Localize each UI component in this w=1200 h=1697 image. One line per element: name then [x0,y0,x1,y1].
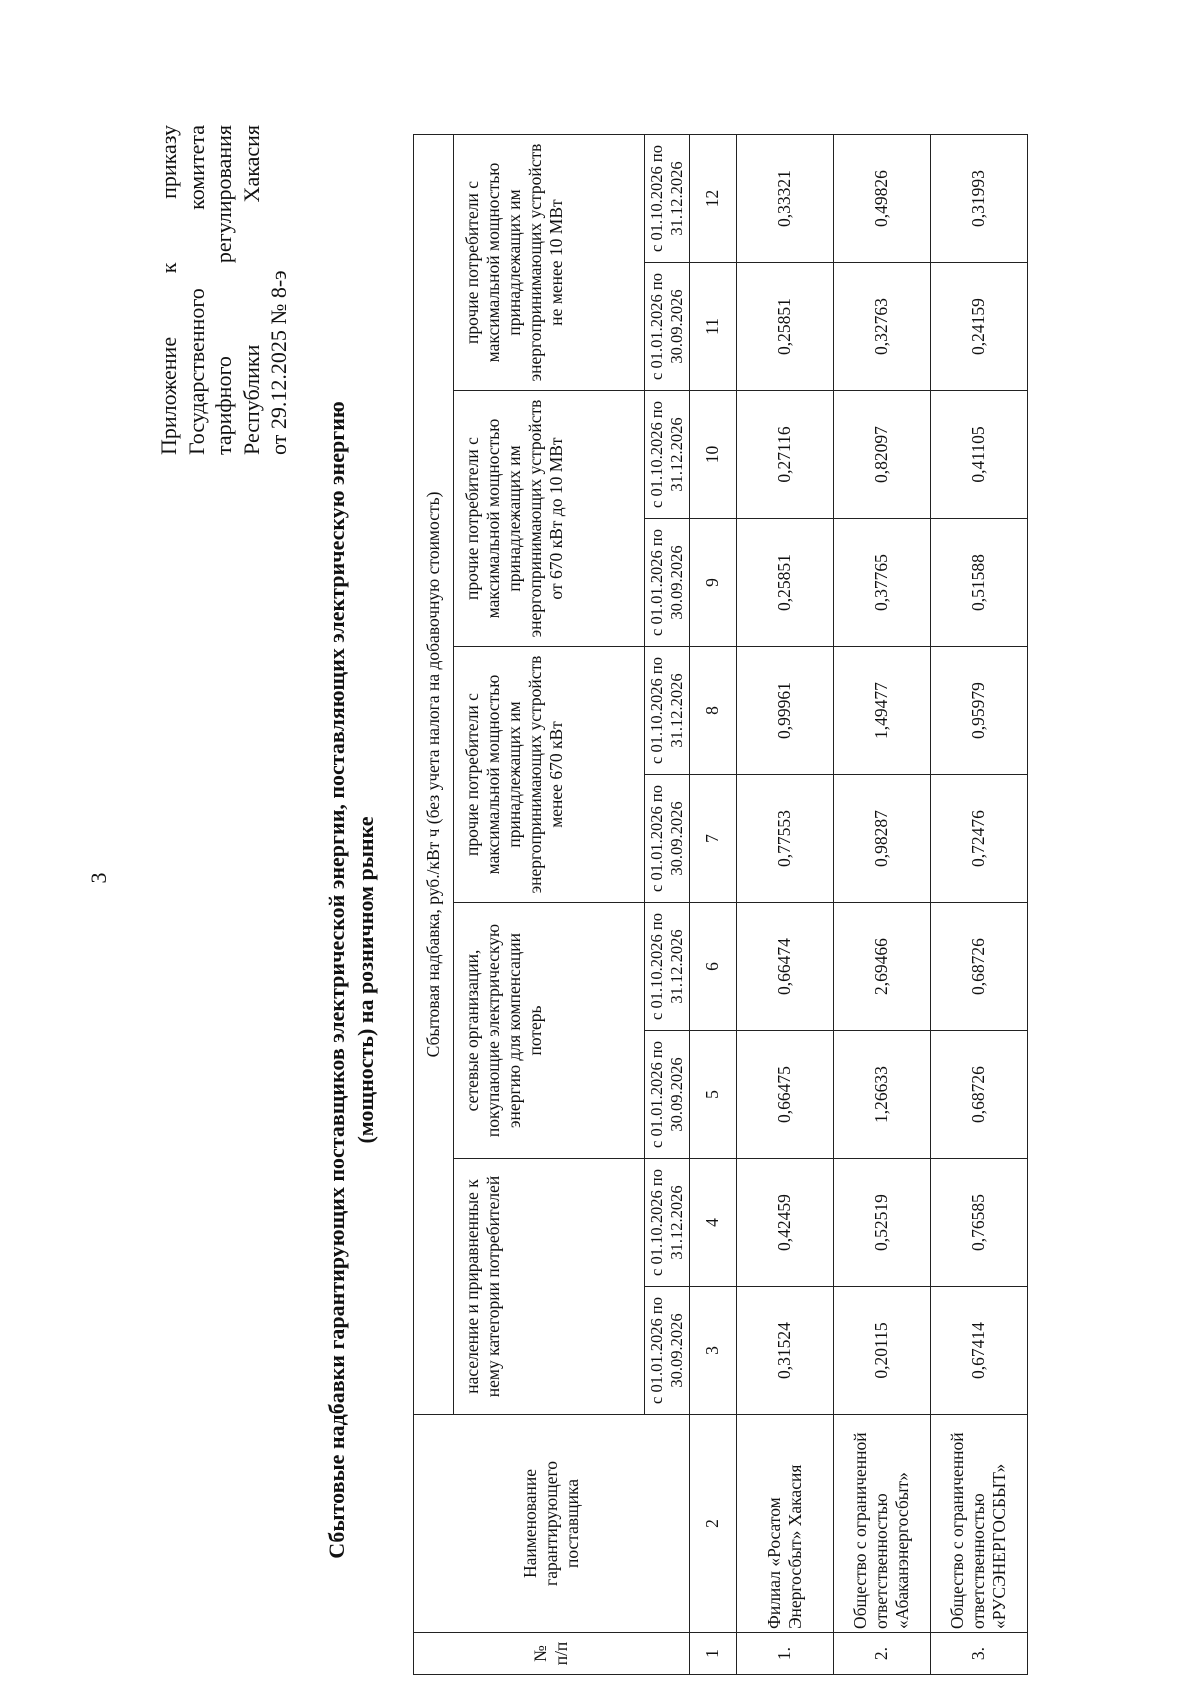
column-number: 10 [689,391,736,519]
column-number: 7 [689,775,736,903]
header-category-under-670kw: прочие потребители с максимальной мощностью принадлежащих им энергопринимающих устройств менее 670 кВт [454,647,645,903]
table-row [736,134,833,1674]
appendix-line-2: Государственного комитета [183,125,209,455]
appendix-header [155,125,293,455]
header-period: с 01.01.2026 по 30.09.2026 [645,1287,690,1415]
table-row [833,134,930,1674]
table-cell: 0,76585 [930,1159,1027,1287]
header-group: Сбытовая надбавка, руб./кВт ч (без учета налога на добавочную стоимость) [414,134,454,1414]
header-category-over-10mw: прочие потребители с максимальной мощностью принадлежащих им энергопринимающих устройств не менее 10 МВт [454,134,645,390]
table-cell: 0,82097 [833,391,930,519]
header-period: с 01.10.2026 по 31.12.2026 [645,391,690,519]
header-category-grid-orgs: сетевые организации, покупающие электрическую энергию для компенсации потерь [454,903,645,1159]
column-number: 8 [689,647,736,775]
table-cell: 0,51588 [930,519,1027,647]
column-number: 12 [689,134,736,262]
table-cell: 2,69466 [833,903,930,1031]
column-number: 11 [689,263,736,391]
header-period: с 01.10.2026 по 31.12.2026 [645,903,690,1031]
tariff-table [413,134,1028,1675]
column-number: 1 [689,1633,736,1675]
appendix-line-3: тарифного регулирования [211,125,236,455]
supplier-name: Общество с ограниченной ответственностью «Абаканэнергосбыт» [833,1415,930,1633]
table-cell: 0,41105 [930,391,1027,519]
table-cell: 0,77553 [736,775,833,903]
row-number: 2. [833,1633,930,1675]
column-number: 5 [689,1031,736,1159]
title-line-2: (мощность) на розничном рынке [352,816,378,1144]
table-cell: 0,99961 [736,647,833,775]
row-number: 1. [736,1633,833,1675]
table-cell: 0,66474 [736,903,833,1031]
table-cell: 0,72476 [930,775,1027,903]
column-number: 9 [689,519,736,647]
table-cell: 0,25851 [736,263,833,391]
header-period: с 01.10.2026 по 31.12.2026 [645,134,690,262]
table-cell: 0,68726 [930,903,1027,1031]
table-cell: 0,98287 [833,775,930,903]
header-period: с 01.01.2026 по 30.09.2026 [645,519,690,647]
table-cell: 0,25851 [736,519,833,647]
page-number: 3 [86,872,111,884]
column-number: 3 [689,1287,736,1415]
header-period: с 01.10.2026 по 31.12.2026 [645,1159,690,1287]
header-number: № п/п [414,1633,690,1675]
table-cell: 0,31524 [736,1287,833,1415]
appendix-line-4: Республики Хакасия [238,125,264,455]
table-cell: 1,26633 [833,1031,930,1159]
title-line-1: Сбытовые надбавки гарантирующих поставщиков электрической энергии, поставляющих электрическую энергию [324,401,349,1559]
header-period: с 01.01.2026 по 30.09.2026 [645,263,690,391]
table-cell: 0,95979 [930,647,1027,775]
table-cell: 0,49826 [833,134,930,262]
appendix-line-1: Приложение к приказу [156,125,181,455]
table-cell: 0,33321 [736,134,833,262]
table-cell: 0,31993 [930,134,1027,262]
table-cell: 0,52519 [833,1159,930,1287]
table-cell: 0,37765 [833,519,930,647]
supplier-name: Общество с ограниченной ответственностью «РУСЭНЕРГОСБЫТ» [930,1415,1027,1633]
table-cell: 0,24159 [930,263,1027,391]
header-category-670kw-10mw: прочие потребители с максимальной мощностью принадлежащих им энергопринимающих устройств от 670 кВт до 10 МВт [454,391,645,647]
header-period: с 01.01.2026 по 30.09.2026 [645,775,690,903]
header-category-population: население и приравненные к нему категории потребителей [454,1159,645,1415]
table-cell: 0,67414 [930,1287,1027,1415]
column-number: 4 [689,1159,736,1287]
column-numbers-row [689,134,736,1674]
table-cell: 0,20115 [833,1287,930,1415]
column-number: 2 [689,1415,736,1633]
header-supplier-name: Наименование гарантирующего поставщика [414,1415,690,1633]
column-number: 6 [689,903,736,1031]
table-cell: 0,27116 [736,391,833,519]
document-title [323,320,380,1640]
header-period: с 01.10.2026 по 31.12.2026 [645,647,690,775]
table-row [930,134,1027,1674]
table-cell: 0,32763 [833,263,930,391]
supplier-name: Филиал «Росатом Энергосбыт» Хакасия [736,1415,833,1633]
table-cell: 1,49477 [833,647,930,775]
table-cell: 0,66475 [736,1031,833,1159]
table-cell: 0,42459 [736,1159,833,1287]
rotated-landscape-page [95,120,1095,1680]
row-number: 3. [930,1633,1027,1675]
table-cell: 0,68726 [930,1031,1027,1159]
appendix-date-line: от 29.12.2025 № 8-э [266,270,291,455]
header-period: с 01.01.2026 по 30.09.2026 [645,1031,690,1159]
